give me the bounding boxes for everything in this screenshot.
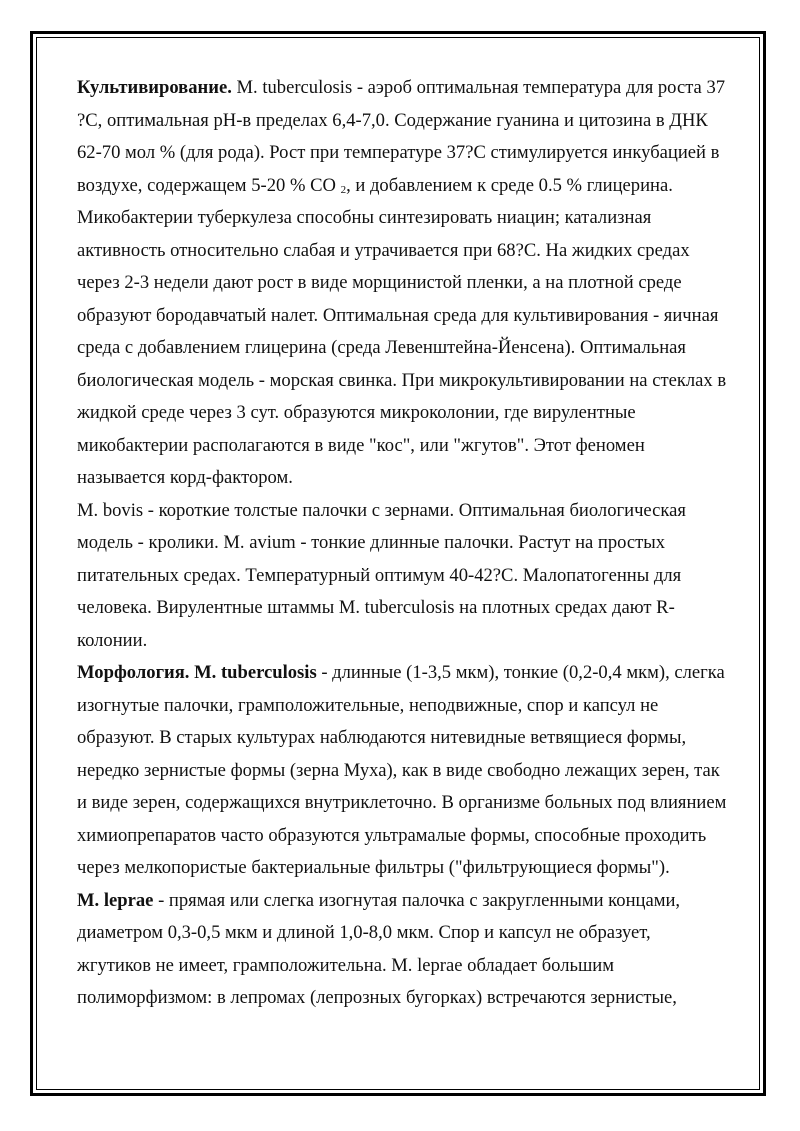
paragraph-cultivation bbox=[77, 72, 727, 495]
co2-subscript: 2 bbox=[340, 183, 347, 196]
paragraph-bovis-avium: M. bovis - короткие толстые палочки с зернами. Оптимальная биологическая модель - кролики. M. avium - тонкие длинные палочки. Растут на простых питательных средах. Температурный оптимум 40-42?С. Малопатогенны для человека. Вирулентные штаммы M. tuberculosis на плотных средах дают R-колонии. bbox=[77, 499, 686, 651]
heading-cultivation: Культивирование. bbox=[77, 77, 232, 98]
cultivation-text-part2: , и добавлением к среде 0.5 % глицерина. Микобактерии туберкулеза способны синтезировать ниацин; катализная активность относительно слабая и утрачивается при 68?С. На жидких средах через 2-3 недели дают рост в виде морщинистой пленки, а на плотной среде образуют бородавчатый налет. Оптимальная среда для культивирования - яичная среда с добавлением глицерина (среда Левенштейна-Йенсена). Оптимальная биологическая модель - морская свинка. При микрокультивировании на стеклах в жидкой среде через 3 сут. образуются микроколонии, где вирулентные микобактерии располагаются в виде "кос", или "жгутов". Этот феномен называется корд-фактором. bbox=[77, 174, 727, 488]
morphology-text: - длинные (1-3,5 мкм), тонкие (0,2-0,4 мкм), слегка изогнутые палочки, грамположительные, неподвижные, спор и капсул не образуют. В старых культурах наблюдаются нитевидные ветвящиеся формы, нередко зернистые формы (зерна Муха), как в виде свободно лежащих зерен, так и виде зерен, содержащихся внутриклеточно. В организме больных под влиянием химиопрепаратов часто образуются ультрамалые формы, способные проходить через мелкопористые бактериальные фильтры ("фильтрующиеся формы"). bbox=[77, 662, 727, 878]
heading-leprae: M. leprae bbox=[77, 889, 154, 911]
paragraph-morphology bbox=[77, 657, 727, 885]
paragraph-leprae bbox=[77, 885, 727, 1015]
leprae-text: - прямая или слегка изогнутая палочка с закругленными концами, диаметром 0,3-0,5 мкм и длиной 1,0-8,0 мкм. Спор и капсул не образует, жгутиков не имеет, грамположительна. M. leprae обладает большим полиморфизмом: в лепромах (лепрозных бугорках) встречаются зернистые, bbox=[77, 889, 681, 1008]
heading-morphology: Морфология. M. tuberculosis bbox=[77, 662, 317, 683]
document-body bbox=[77, 72, 727, 1015]
cultivation-text-part1: M. tuberculosis - аэроб оптимальная температура для роста 37 ?С, оптимальная рН-в пределах 6,4-7,0. Содержание гуанина и цитозина в ДНК 62-70 мол % (для рода). Рост при температуре 37?С стимулируется инкубацией в воздухе, содержащем 5-20 % СО bbox=[77, 77, 726, 196]
